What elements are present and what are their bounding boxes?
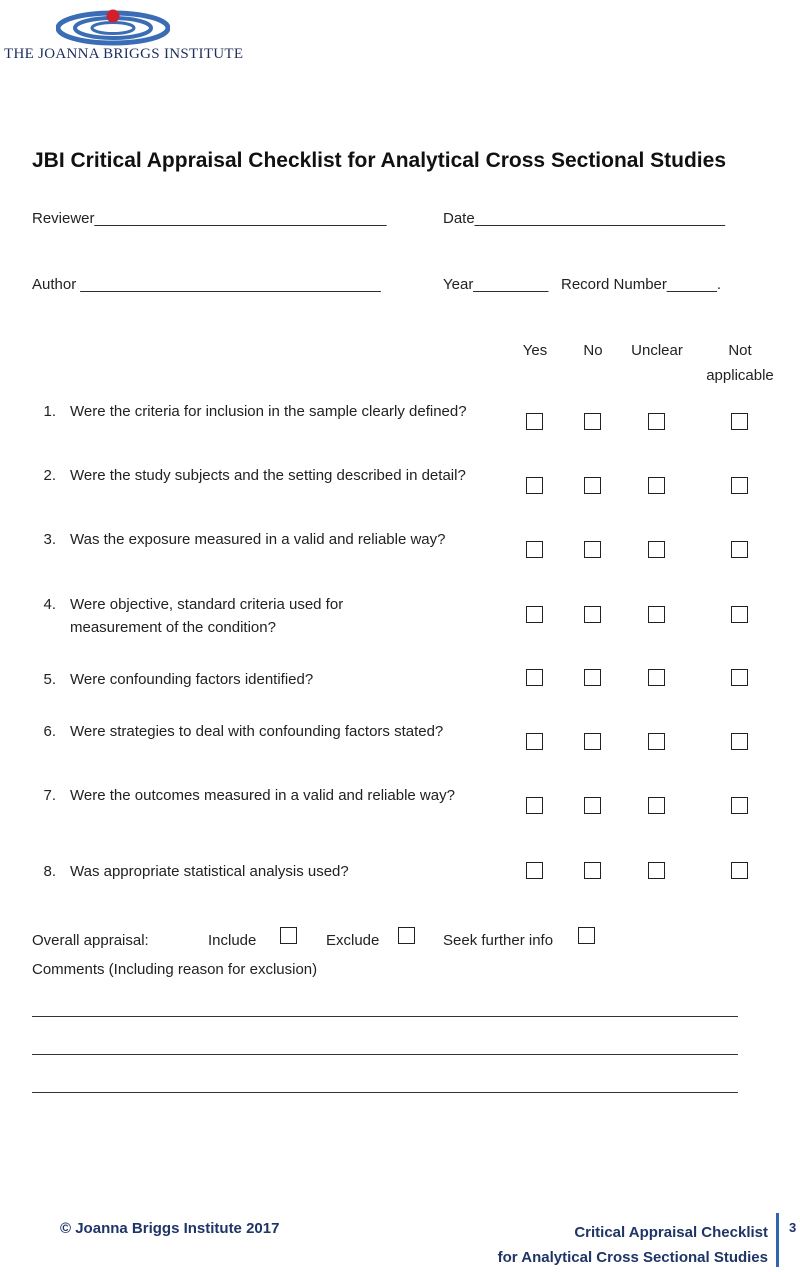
q8-no-checkbox[interactable] [584,862,601,879]
q3-na-checkbox[interactable] [731,541,748,558]
footer-divider [776,1213,779,1267]
exclude-label: Exclude [326,932,380,949]
q5-yes-checkbox[interactable] [526,669,543,686]
question-number: 4. [43,596,56,613]
q1-yes-checkbox[interactable] [526,413,543,430]
year-field[interactable]: Year_________ [443,276,549,293]
q3-unclear-checkbox[interactable] [648,541,665,558]
include-label: Include [208,932,257,949]
question-number: 8. [43,863,56,880]
q5-no-checkbox[interactable] [584,669,601,686]
q1-no-checkbox[interactable] [584,413,601,430]
comment-line[interactable] [32,1092,738,1093]
q2-unclear-checkbox[interactable] [648,477,665,494]
footer-title-line2: for Analytical Cross Sectional Studies [497,1249,768,1266]
column-not-applicable [700,338,780,388]
question-number: 6. [43,723,56,740]
comments-label: Comments (Including reason for exclusion) [32,961,318,978]
column-na-line2: applicable [706,367,774,384]
q4-no-checkbox[interactable] [584,606,601,623]
reviewer-field[interactable]: Reviewer___________________________________ [32,210,387,227]
overall-appraisal-label: Overall appraisal: [32,932,149,949]
question-text: Was the exposure measured in a valid and reliable way? [70,531,446,548]
q7-yes-checkbox[interactable] [526,797,543,814]
author-field[interactable]: Author ____________________________________ [32,276,381,293]
question-text: Were the study subjects and the setting described in detail? [70,467,466,484]
q4-yes-checkbox[interactable] [526,606,543,623]
question-text: Was appropriate statistical analysis used? [70,863,349,880]
column-no: No [583,342,603,359]
date-field[interactable]: Date______________________________ [443,210,725,227]
question-text: Were objective, standard criteria used for measurement of the condition? [70,596,344,636]
question-number: 1. [43,403,56,420]
footer-copyright: © Joanna Briggs Institute 2017 [60,1220,280,1237]
comment-line[interactable] [32,1054,738,1055]
page-title: JBI Critical Appraisal Checklist for Analytical Cross Sectional Studies [32,149,726,172]
org-name: THE JOANNA BRIGGS INSTITUTE [4,46,244,62]
question-number: 2. [43,467,56,484]
q6-no-checkbox[interactable] [584,733,601,750]
include-checkbox[interactable] [280,927,297,944]
jbi-logo [56,8,170,48]
page-number: 3 [789,1220,797,1235]
footer-title-line1: Critical Appraisal Checklist [574,1224,768,1241]
footer-document-title [498,1220,768,1270]
q6-yes-checkbox[interactable] [526,733,543,750]
q4-na-checkbox[interactable] [731,606,748,623]
q3-no-checkbox[interactable] [584,541,601,558]
q8-unclear-checkbox[interactable] [648,862,665,879]
q7-na-checkbox[interactable] [731,797,748,814]
q5-na-checkbox[interactable] [731,669,748,686]
q7-no-checkbox[interactable] [584,797,601,814]
question-number: 5. [43,671,56,688]
question-number: 7. [43,787,56,804]
column-yes: Yes [522,342,548,359]
q2-yes-checkbox[interactable] [526,477,543,494]
q6-na-checkbox[interactable] [731,733,748,750]
q8-yes-checkbox[interactable] [526,862,543,879]
question-text: Were the outcomes measured in a valid and reliable way? [70,787,455,804]
q1-na-checkbox[interactable] [731,413,748,430]
q2-na-checkbox[interactable] [731,477,748,494]
seek-further-info-label: Seek further info [443,932,554,949]
question-number: 3. [43,531,56,548]
comment-line[interactable] [32,1016,738,1017]
q5-unclear-checkbox[interactable] [648,669,665,686]
record-number-field[interactable]: Record Number______. [561,276,722,293]
q3-yes-checkbox[interactable] [526,541,543,558]
q8-na-checkbox[interactable] [731,862,748,879]
column-unclear: Unclear [631,342,683,359]
column-na-line1: Not [728,342,752,359]
q6-unclear-checkbox[interactable] [648,733,665,750]
q7-unclear-checkbox[interactable] [648,797,665,814]
question-text: Were confounding factors identified? [70,671,314,688]
q1-unclear-checkbox[interactable] [648,413,665,430]
exclude-checkbox[interactable] [398,927,415,944]
seek-further-info-checkbox[interactable] [578,927,595,944]
q2-no-checkbox[interactable] [584,477,601,494]
question-text: Were the criteria for inclusion in the sample clearly defined? [70,403,467,420]
question-text: Were strategies to deal with confounding factors stated? [70,723,444,740]
q4-unclear-checkbox[interactable] [648,606,665,623]
